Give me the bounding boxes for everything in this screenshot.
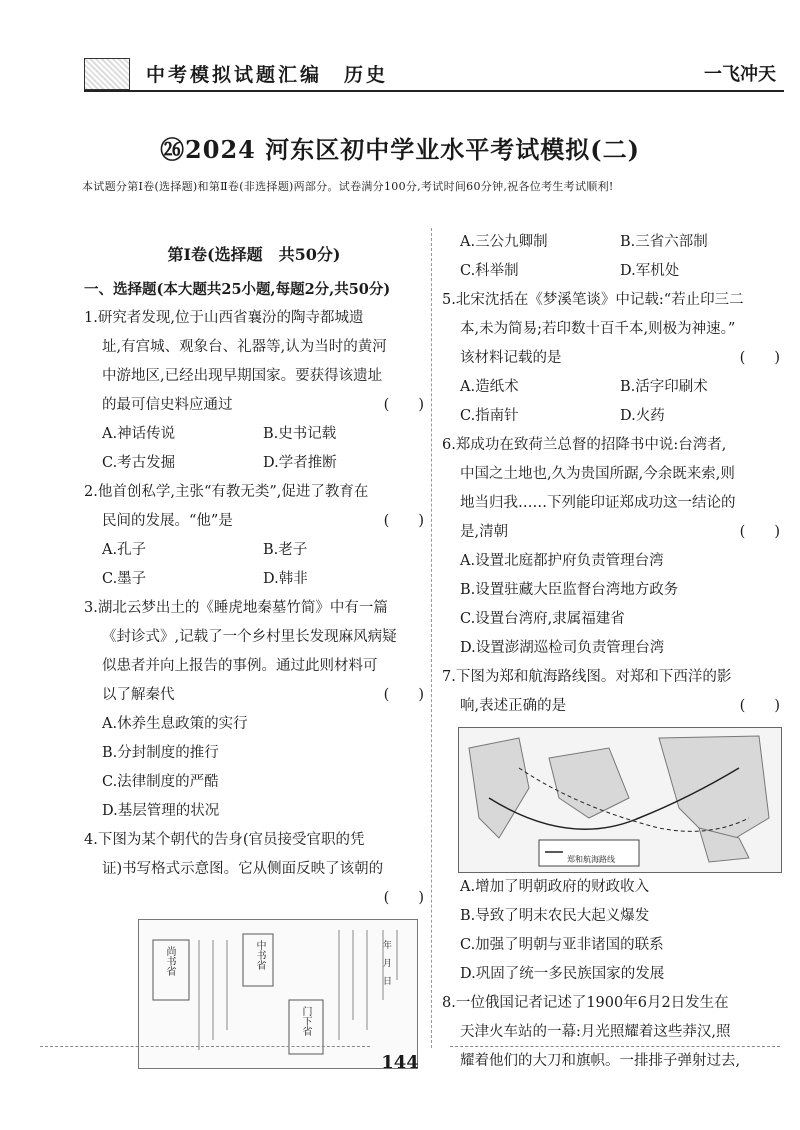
options-row [442, 373, 780, 402]
header-title: 中考模拟试题汇编 历史 [146, 64, 389, 86]
right-column [442, 228, 780, 1076]
exam-instructions: 本试题分第Ⅰ卷(选择题)和第Ⅱ卷(非选择题)两部分。试卷满分100分,考试时间60分钟,祝各位考生考试顺利! [82, 180, 614, 193]
question-text: 址,有宫城、观象台、礼器等,认为当时的黄河 [102, 339, 387, 355]
question-text: 2.他首创私学,主张“有教无类”,促进了教育在 [84, 484, 369, 500]
option-a: A.增加了明朝政府的财政收入 [460, 879, 650, 895]
question-6 [442, 431, 780, 663]
question-7 [442, 663, 780, 989]
footer-rule-left [40, 1046, 370, 1047]
question-text [84, 391, 424, 420]
answer-blank: ( ) [383, 397, 424, 413]
question-text: 6.郑成功在致荷兰总督的招降书中说:台湾者, [442, 437, 727, 453]
question-stem: 响,表述正确的是 [460, 698, 567, 714]
question-text: 本,未为简易;若印数十百千本,则极为神速。” [460, 321, 736, 337]
options-row [442, 402, 780, 431]
question-text [84, 681, 424, 710]
question-5 [442, 286, 780, 431]
option-d: D.学者推断 [263, 455, 337, 471]
running-header [84, 54, 784, 92]
question-text: 3.湖北云梦出土的《睡虎地秦墓竹简》中有一篇 [84, 600, 388, 616]
question-3 [84, 594, 424, 826]
option-c: C.设置台湾府,隶属福建省 [460, 611, 625, 627]
question-stem: 是,清朝 [460, 524, 509, 540]
question-text: 《封诊式》,记载了一个乡村里长发现麻风病疑 [102, 629, 397, 645]
figure-label-shangshu: 尚书省 [164, 946, 175, 976]
header-brand: 一飞冲天 [704, 64, 776, 85]
option-d: D.军机处 [620, 263, 680, 279]
option-d: D.韩非 [263, 571, 308, 587]
option-b: B.三省六部制 [620, 234, 708, 250]
option-a: A.孔子 [102, 542, 147, 558]
question-text: 7.下图为郑和航海路线图。对郑和下西洋的影 [442, 669, 732, 685]
option-b: B.活字印刷术 [620, 379, 708, 395]
option-d: D.巩固了统一多民族国家的发展 [460, 966, 665, 982]
question-text [442, 518, 780, 547]
option-c: C.墨子 [102, 571, 147, 587]
question-text [84, 884, 424, 913]
question-stem: 民间的发展。“他”是 [102, 513, 233, 529]
question-text: 证)书写格式示意图。它从侧面反映了该朝的 [102, 861, 384, 877]
option-b: B.分封制度的推行 [102, 745, 219, 761]
question-2 [84, 478, 424, 594]
option-a: A.造纸术 [460, 379, 519, 395]
answer-blank: ( ) [383, 890, 424, 906]
question-text: 似患者并向上报告的事例。通过此则材料可 [102, 658, 378, 674]
option-d: D.设置澎湖巡检司负责管理台湾 [460, 640, 665, 656]
series-logo-icon [84, 58, 130, 90]
figure-label-zhongshu: 中书省 [254, 940, 265, 970]
answer-blank: ( ) [383, 687, 424, 703]
map-legend-label: 郑和航海路线 [567, 855, 615, 864]
option-a: A.神话传说 [102, 426, 176, 442]
option-a: A.设置北庭都护府负责管理台湾 [460, 553, 664, 569]
question-text: 8.一位俄国记者记述了1900年6月2日发生在 [442, 995, 729, 1011]
question-text [442, 692, 780, 721]
question-stem: 以了解秦代 [102, 687, 175, 703]
footer-rule-right [450, 1046, 780, 1047]
option-c: C.法律制度的严酷 [102, 774, 219, 790]
question-text [84, 507, 424, 536]
option-c: C.加强了明朝与亚非诸国的联系 [460, 937, 664, 953]
answer-blank: ( ) [383, 513, 424, 529]
option-b: B.导致了明末农民大起义爆发 [460, 908, 650, 924]
route-map-drawing [459, 728, 781, 872]
option-d: D.火药 [620, 408, 665, 424]
section-title: 第Ⅰ卷(选择题 共50分) [167, 245, 341, 264]
option-a: A.三公九卿制 [460, 234, 548, 250]
figure-label-menxia: 门下省 [300, 1006, 311, 1036]
question-1 [84, 304, 424, 478]
question-stem: 的最可信史料应通过 [102, 397, 233, 413]
question-text: 5.北宋沈括在《梦溪笔谈》中记载:“若止印三二 [442, 292, 744, 308]
question-text: 1.研究者发现,位于山西省襄汾的陶寺都城遗 [84, 310, 364, 326]
option-b: B.设置驻藏大臣监督台湾地方政务 [460, 582, 679, 598]
header-rule [84, 90, 784, 92]
question-stem: 该材料记载的是 [460, 350, 562, 366]
answer-blank: ( ) [739, 350, 780, 366]
option-c: C.科举制 [460, 263, 519, 279]
options-row [442, 257, 780, 286]
options-row [84, 536, 424, 565]
question-text: 4.下图为某个朝代的告身(官员接受官职的凭 [84, 832, 365, 848]
answer-blank: ( ) [739, 524, 780, 540]
left-column [84, 240, 424, 1069]
page-number: 144 [381, 1052, 419, 1073]
option-c: C.指南针 [460, 408, 519, 424]
option-c: C.考古发掘 [102, 455, 176, 471]
question-text: 天津火车站的一幕:月光照耀着这些莽汉,照 [460, 1024, 731, 1040]
question-4 [84, 826, 424, 1069]
question-text: 中游地区,已经出现早期国家。要获得该遗址 [102, 368, 383, 384]
option-b: B.老子 [263, 542, 308, 558]
answer-blank: ( ) [739, 698, 780, 714]
question-text [442, 344, 780, 373]
options-row [84, 449, 424, 478]
option-a: A.休养生息政策的实行 [102, 716, 248, 732]
question-text: 耀着他们的大刀和旗帜。一排排子弹射过去, [460, 1053, 741, 1069]
figure-label-date: 年 月 日 [381, 940, 391, 985]
column-divider [431, 228, 432, 1048]
option-d: D.基层管理的状况 [102, 803, 220, 819]
options-row [84, 565, 424, 594]
question-text: 中国之土地也,久为贵国所踞,今余既来索,则 [460, 466, 735, 482]
exam-title: ㉖2024 河东区初中学业水平考试模拟(二) [160, 135, 640, 164]
zheng-he-route-map [458, 727, 782, 873]
option-b: B.史书记载 [263, 426, 337, 442]
section-heading: 一、选择题(本大题共25小题,每题2分,共50分) [84, 281, 391, 298]
options-row [442, 228, 780, 257]
options-row [84, 420, 424, 449]
question-text: 地当归我……下列能印证郑成功这一结论的 [460, 495, 736, 511]
